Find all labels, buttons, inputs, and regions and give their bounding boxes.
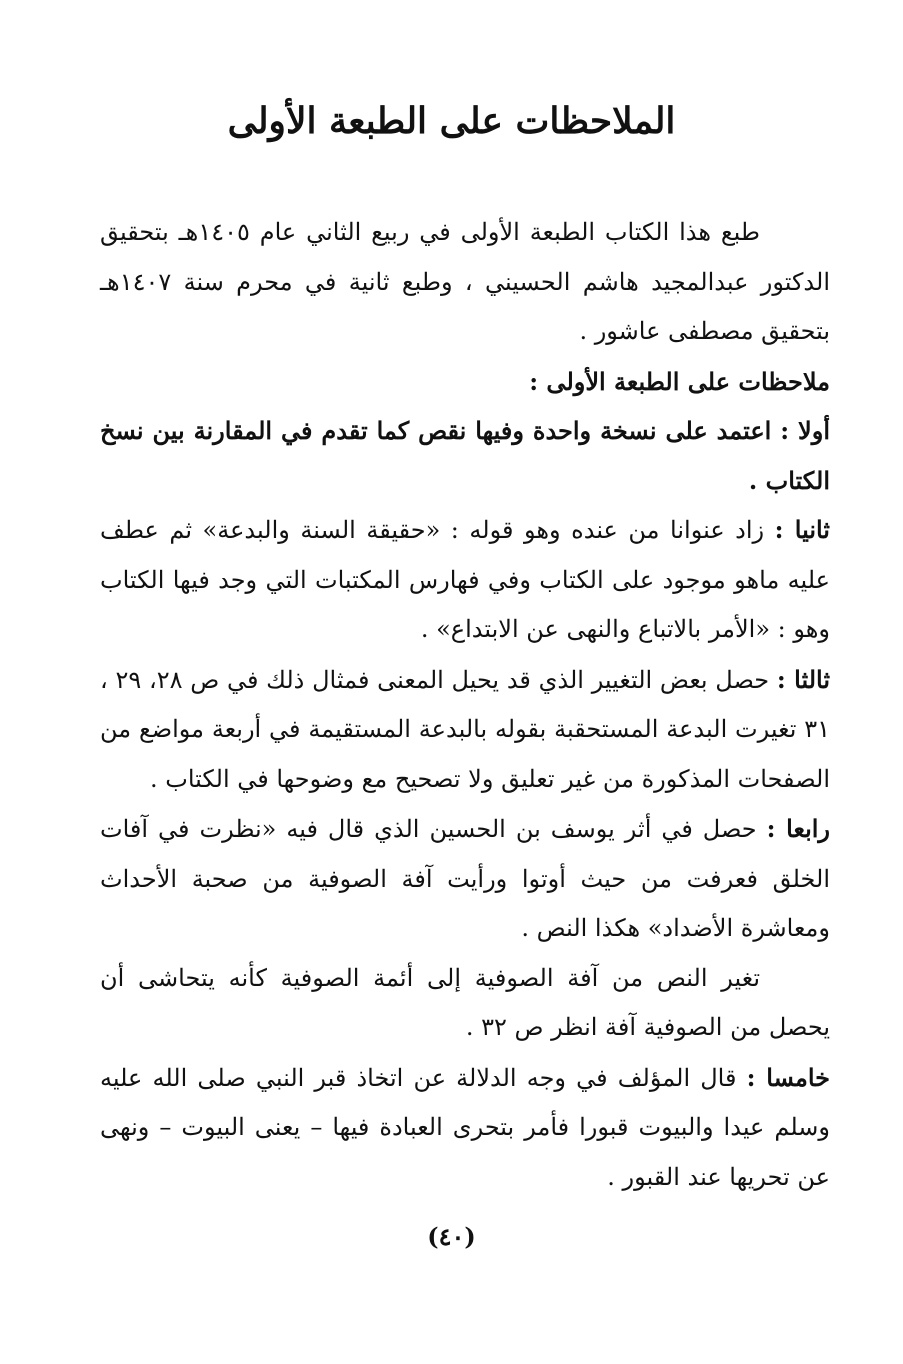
note-second — [100, 505, 830, 655]
note-fourth — [100, 804, 830, 954]
note-second-text: زاد عنوانا من عنده وهو قوله : «حقيقة السنة والبدعة» ثم عطف عليه ماهو موجود على الكتاب وفي فهارس المكتبات التي وجد فيها الكتاب وهو : «الأمر بالاتباع والنهى عن الابتداع» . — [100, 516, 830, 643]
note-third-text: حصل بعض التغيير الذي قد يحيل المعنى فمثال ذلك في ص ٢٨، ٢٩ ، ٣١ تغيرت البدعة المستحقبة بقوله بالبدعة المستقيمة في أربعة مواضع من الصفحات المذكورة من غير تعليق ولا تصحيح مع وضوحها في الكتاب . — [100, 665, 830, 793]
note-third — [100, 655, 830, 805]
notes-heading: ملاحظات على الطبعة الأولى : — [529, 366, 830, 396]
page-title: الملاحظات على الطبعة الأولى — [227, 100, 676, 142]
note-second-label: ثانيا : — [774, 515, 830, 544]
note-fourth-text: حصل في أثر يوسف بن الحسين الذي قال فيه «نظرت في آفات الخلق فعرفت من حيث أوتوا ورأيت آفة الصوفية من صحبة الأحداث ومعاشرة الأضداد» هكذا النص . — [100, 815, 830, 942]
note-third-label: ثالثا : — [776, 664, 831, 694]
note-fifth-text: قال المؤلف في وجه الدلالة عن اتخاذ قبر النبي صلى الله عليه وسلم عيدا والبيوت قبورا فأمر بتحرى العبادة فيها – يعنى البيوت – ونهى عن تحريها عند القبور . — [100, 1063, 830, 1191]
note-fourth-label: رابعا : — [766, 814, 831, 843]
note-fifth — [100, 1053, 830, 1203]
page-number: (٤٠) — [427, 1222, 476, 1251]
body-text — [100, 208, 830, 1202]
intro-paragraph: طبع هذا الكتاب الطبعة الأولى في ربيع الثاني عام ١٤٠٥هـ بتحقيق الدكتور عبدالمجيد هاشم الحسيني ، وطبع ثانية في محرم سنة ١٤٠٧هـ بتحقيق مصطفى عاشور . — [100, 218, 831, 345]
note-first: أولا : اعتمد على نسخة واحدة وفيها نقص كما تقدم في المقارنة بين نسخ الكتاب . — [100, 416, 830, 495]
note-fourth-comment: تغير النص من آفة الصوفية إلى أئمة الصوفية كأنه يتحاشى أن يحصل من الصوفية آفة انظر ص ٣٢ . — [100, 963, 830, 1041]
note-fifth-label: خامسا : — [746, 1062, 830, 1092]
